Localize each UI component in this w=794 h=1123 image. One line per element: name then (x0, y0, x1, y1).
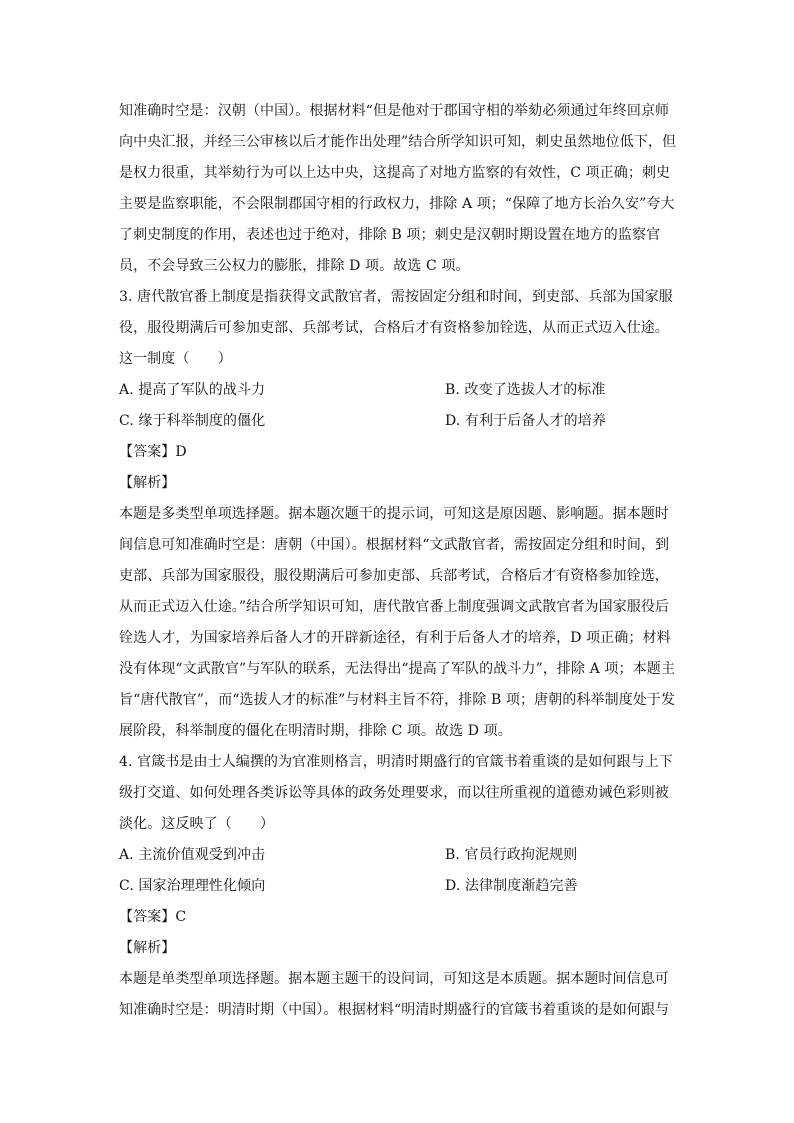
analysis-line: 本题是单类型单项选择题。据本题主题干的设问词，可知这是本质题。据本题时间信息可 (119, 971, 669, 987)
analysis-line: 知准确时空是：明清时期（中国）。根据材料“明清时期盛行的官箴书着重谈的是如何跟与 (119, 1002, 670, 1018)
option-row (119, 406, 679, 437)
answer-label: 【答案】C (119, 909, 187, 925)
analysis-line: 铨选人才，为国家培养后备人才的开辟新途径，有利于后备人才的培养，D 项正确；材料 (119, 630, 671, 646)
analysis-line: 本题是多类型单项选择题。据本题次题干的提示词，可知这是原因题、影响题。据本题时 (119, 506, 669, 522)
option-row (119, 840, 679, 871)
question-stem-line: 级打交道、如何处理各类诉讼等具体的政务处理要求，而以往所重视的道德劝诫色彩则被 (119, 785, 669, 801)
analysis-line: 间信息可知准确时空是：唐朝（中国）。根据材料“文武散官者，需按固定分组和时间，到 (119, 537, 670, 553)
option-c: C. 国家治理理性化倾向 (119, 878, 266, 894)
option-row (119, 375, 679, 406)
text-line: 主要是监察职能，不会限制郡国守相的行政权力，排除 A 项；“保障了地方长治久安”夸大 (119, 196, 675, 212)
question-3 (119, 282, 679, 747)
text-line: 知准确时空是：汉朝（中国）。根据材料“但是他对于郡国守相的举劾必须通过年终回京师 (119, 103, 670, 119)
previous-analysis-continuation (119, 96, 679, 282)
analysis-label: 【解析】 (119, 475, 176, 491)
analysis-line: 展阶段，科举制度的僵化在明清时期，排除 C 项。故选 D 项。 (119, 723, 512, 739)
text-line: 向中央汇报，并经三公审核以后才能作出处理”结合所学知识可知，刺史虽然地位低下，但 (119, 134, 677, 150)
question-4 (119, 747, 679, 1026)
question-stem-line: 淡化。这反映了（ ） (119, 816, 275, 832)
text-line: 了刺史制度的作用，表述也过于绝对，排除 B 项；刺史是汉朝时期设置在地方的监察官 (119, 227, 661, 243)
option-d: D. 法律制度渐趋完善 (445, 878, 578, 894)
analysis-line: 吏部、兵部为国家服役，服役期满后可参加吏部、兵部考试，合格后才有资格参加铨选， (119, 568, 669, 584)
option-a: A. 主流价值观受到冲击 (119, 847, 266, 863)
answer-label: 【答案】D (119, 444, 187, 460)
analysis-line: 没有体现“文武散官”与军队的联系，无法得出“提高了军队的战斗力”，排除 A 项；本题主 (119, 661, 675, 677)
analysis-label: 【解析】 (119, 940, 176, 956)
option-row (119, 871, 679, 902)
analysis-line: 从而正式迈入仕途。”结合所学知识可知，唐代散官番上制度强调文武散官者为国家服役后 (119, 599, 670, 615)
question-stem-line: 4. 官箴书是由士人编撰的为官准则格言，明清时期盛行的官箴书着重谈的是如何跟与上下 (119, 754, 673, 770)
option-b: B. 改变了选拔人才的标准 (445, 382, 606, 398)
analysis-line: 旨“唐代散官”，而“选拔人才的标准”与材料主旨不符，排除 B 项；唐朝的科举制度处于发 (119, 692, 676, 708)
option-b: B. 官员行政拘泥规则 (445, 847, 578, 863)
document-body (119, 96, 679, 1026)
option-a: A. 提高了军队的战斗力 (119, 382, 266, 398)
text-line: 员，不会导致三公权力的膨胀，排除 D 项。故选 C 项。 (119, 258, 470, 274)
question-stem-line: 3. 唐代散官番上制度是指获得文武散官者，需按固定分组和时间，到吏部、兵部为国家服 (119, 289, 673, 305)
option-c: C. 缘于科举制度的僵化 (119, 413, 266, 429)
text-line: 是权力很重，其举劾行为可以上达中央，这提高了对地方监察的有效性，C 项正确；刺史 (119, 165, 671, 181)
question-stem-line: 这一制度（ ） (119, 351, 232, 367)
option-d: D. 有利于后备人才的培养 (445, 413, 606, 429)
question-stem-line: 役，服役期满后可参加吏部、兵部考试，合格后才有资格参加铨选，从而正式迈入仕途。 (119, 320, 669, 336)
